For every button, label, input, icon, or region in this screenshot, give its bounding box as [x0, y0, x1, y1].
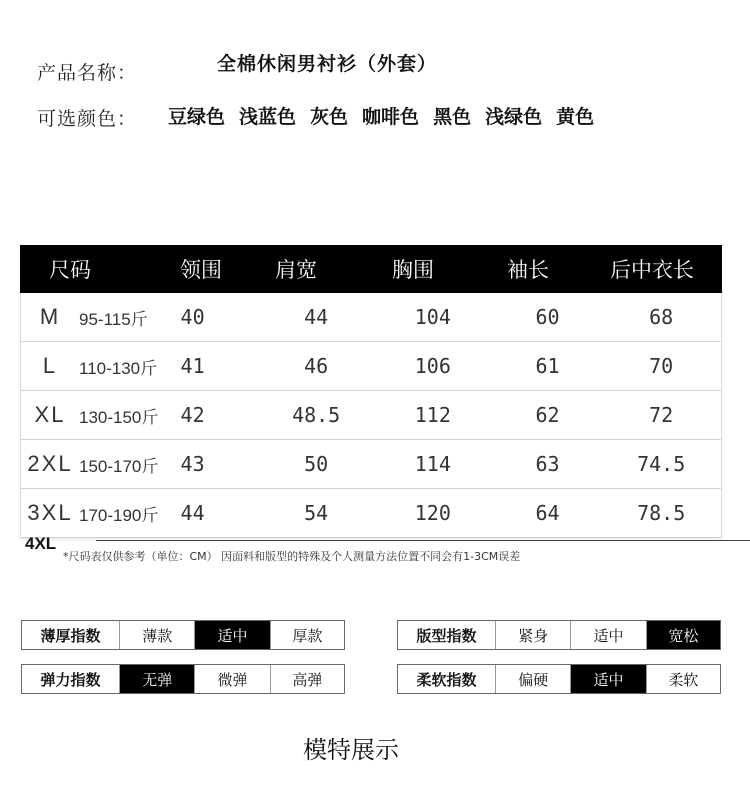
scale-option-selected: 适中 [195, 621, 270, 649]
scale-option: 柔软 [668, 670, 699, 689]
chest-value: 106 [414, 354, 451, 378]
sleeve-value: 60 [535, 305, 560, 329]
length-value: 78.5 [637, 501, 686, 525]
size-label: 3XL [27, 500, 73, 525]
chest-value: 112 [414, 403, 451, 427]
elasticity-scale [21, 664, 345, 694]
chest-value: 114 [414, 452, 451, 476]
header-size: 尺码 [49, 258, 91, 282]
size-note: *尺码表仅供参考（单位：CM） 因面料和版型的特殊及个人测量方法位置不同会有1-3CM误差 [63, 550, 521, 563]
collar-value: 40 [180, 305, 205, 329]
scale-label: 版型指数 [398, 621, 496, 649]
length-value: 70 [649, 354, 674, 378]
weight-range: 95-115斤 [79, 309, 148, 329]
weight-range: 170-190斤 [79, 505, 159, 525]
shoulder-value: 48.5 [292, 403, 341, 427]
scale-option-selected: 无弹 [120, 665, 195, 693]
length-value: 74.5 [637, 452, 686, 476]
header-shoulder: 肩宽 [275, 258, 317, 282]
size-label: 2XL [27, 451, 73, 476]
collar-value: 41 [180, 354, 205, 378]
scale-label: 薄厚指数 [22, 621, 120, 649]
color-option: 咖啡色 [362, 106, 420, 128]
color-option: 浅蓝色 [239, 106, 297, 128]
scale-label: 柔软指数 [398, 665, 496, 693]
header-chest: 胸围 [392, 258, 434, 282]
weight-range: 110-130斤 [79, 358, 158, 378]
shoulder-value: 50 [304, 452, 329, 476]
size-table-body [20, 293, 722, 538]
shoulder-value: 46 [304, 354, 329, 378]
table-row [21, 489, 721, 538]
scale-option: 厚款 [292, 626, 323, 645]
sleeve-value: 61 [535, 354, 560, 378]
shoulder-value: 44 [304, 305, 329, 329]
color-list [168, 102, 608, 129]
scale-option: 薄款 [120, 621, 195, 649]
model-showcase-title: 模特展示 [303, 738, 399, 764]
sleeve-value: 64 [535, 501, 560, 525]
softness-scale [397, 664, 721, 694]
fit-scale [397, 620, 721, 650]
scale-option-selected: 适中 [571, 665, 646, 693]
size-label: L [42, 353, 58, 378]
color-option: 黄色 [556, 106, 595, 128]
header-back-length: 后中衣长 [610, 258, 694, 282]
table-row [21, 440, 721, 489]
collar-value: 44 [180, 501, 205, 525]
scale-option: 适中 [571, 621, 646, 649]
weight-range: 130-150斤 [79, 407, 159, 427]
chest-value: 104 [414, 305, 451, 329]
color-option: 黑色 [433, 106, 472, 128]
table-row [21, 342, 721, 391]
scale-option: 高弹 [292, 670, 323, 689]
length-value: 68 [649, 305, 674, 329]
table-row [21, 391, 721, 440]
thickness-scale [21, 620, 345, 650]
size-label: XL [34, 402, 66, 427]
weight-range: 150-170斤 [79, 456, 159, 476]
sleeve-value: 63 [535, 452, 560, 476]
length-value: 72 [649, 403, 674, 427]
scale-option: 微弹 [195, 665, 270, 693]
note-divider [96, 540, 750, 541]
size-table [20, 245, 722, 538]
extra-size-label: 4XL [25, 534, 57, 553]
size-label: M [39, 304, 61, 329]
table-row [21, 293, 721, 342]
collar-value: 43 [180, 452, 205, 476]
color-option: 灰色 [310, 106, 349, 128]
scale-label: 弹力指数 [22, 665, 120, 693]
colors-label: 可选颜色： [37, 108, 138, 130]
collar-value: 42 [180, 403, 205, 427]
scale-option: 偏硬 [496, 665, 571, 693]
chest-value: 120 [414, 501, 451, 525]
header-sleeve: 袖长 [507, 258, 549, 282]
shoulder-value: 54 [304, 501, 329, 525]
size-table-header [20, 245, 722, 293]
color-option: 豆绿色 [168, 106, 226, 128]
product-name-value: 全棉休闲男衬衫（外套） [217, 53, 438, 75]
scale-option-selected: 宽松 [647, 621, 720, 649]
scale-option: 紧身 [496, 621, 571, 649]
header-collar: 领围 [180, 258, 222, 282]
sleeve-value: 62 [535, 403, 560, 427]
product-name-label: 产品名称： [37, 62, 138, 84]
color-option: 浅绿色 [485, 106, 543, 128]
